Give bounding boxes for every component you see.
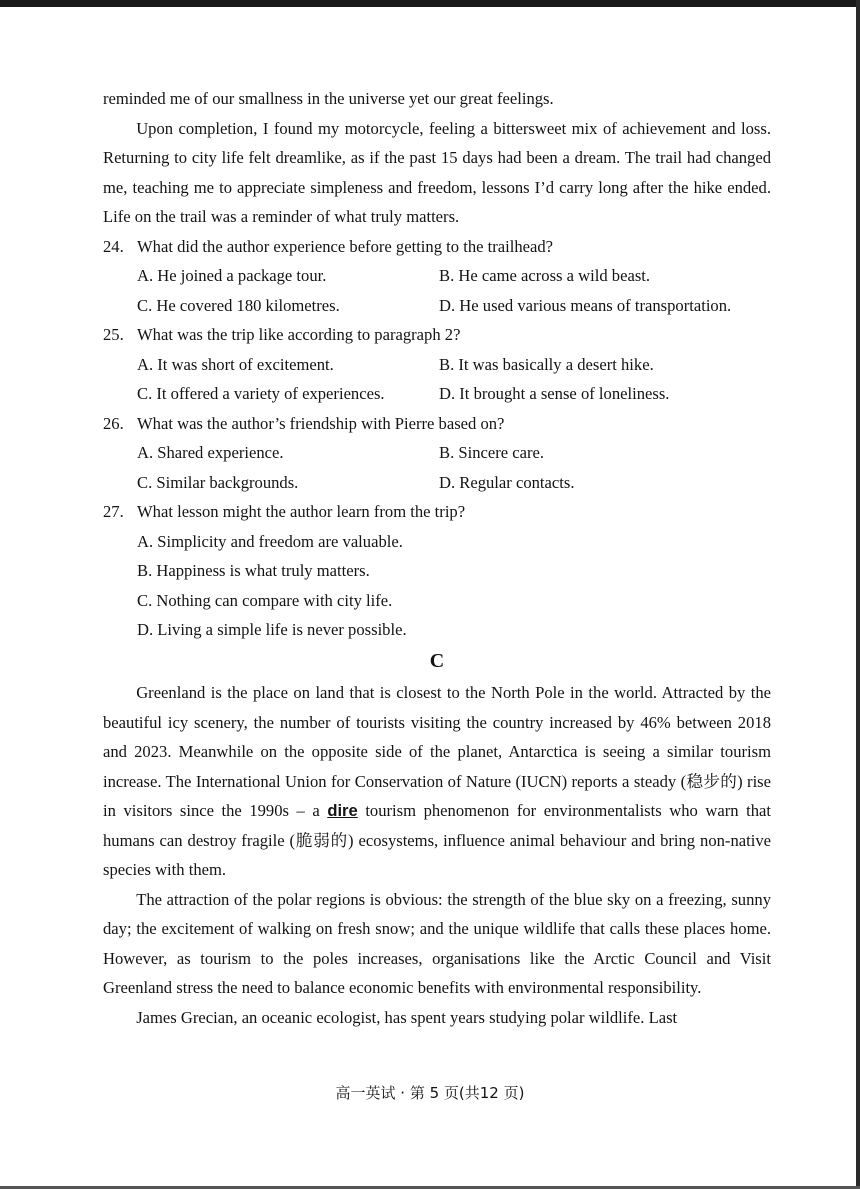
option-b: B. Happiness is what truly matters. (137, 561, 370, 580)
scan-edge-top (0, 0, 860, 7)
page-footer: 高一英试 · 第 5 页(共12 页) (335, 1084, 525, 1102)
question-number: 27. (103, 502, 124, 521)
passage-c-paragraph-1 (103, 678, 771, 885)
option-c: C. Nothing can compare with city life. (137, 590, 393, 610)
question-number: 24. (103, 236, 124, 256)
question-stem (103, 232, 771, 262)
option-a: A. Simplicity and freedom are valuable. (137, 531, 403, 551)
options-row (103, 291, 771, 321)
passage-c-paragraph-2: The attraction of the polar regions is obvious: the strength of the blue sky on a freezing, sunny day; the excitement of walking on fresh snow; and the unique wildlife that calls these places home. However, as tourism to the poles increases, organisations like the Arctic Council and Visit Greenland stress the need to balance economic benefits with environmental responsibility. (103, 889, 771, 997)
passage-b-final-paragraph: Upon completion, I found my motorcycle, feeling a bittersweet mix of achievement and loss. Returning to city life felt dreamlike, as if the past 15 days had been a dream. The trail had changed me, teaching me to appreciate simpleness and freedom, lessons I’d carry long after the hike ended. Life on the trail was a reminder of what truly matters. (103, 118, 771, 226)
question-24 (103, 232, 771, 321)
options-row (103, 350, 771, 380)
option-b: B. Sincere care. (439, 443, 545, 462)
passage-c-paragraph-3: James Grecian, an oceanic ecologist, has spent years studying polar wildlife. Last (136, 1007, 678, 1027)
option-a: A. He joined a package tour. (137, 266, 327, 285)
passage-b-last-line: reminded me of our smallness in the universe yet our great feelings. (103, 89, 554, 108)
question-26 (103, 409, 771, 498)
options-row (103, 379, 771, 409)
option-c: C. He covered 180 kilometres. (137, 295, 340, 315)
paragraph-text: tourism phenomenon for environmentalists who warn that humans can destroy fragile (脆弱的) ecosystems, influence animal behaviour and bring non-native species with them. (103, 801, 771, 879)
question-stem (103, 497, 771, 527)
option-b: B. It was basically a desert hike. (439, 354, 654, 374)
question-25 (103, 320, 771, 409)
underlined-word: dire (327, 801, 358, 820)
options-row (103, 438, 771, 468)
question-number: 26. (103, 413, 124, 433)
option-a: A. It was short of excitement. (137, 354, 334, 374)
option-d: D. He used various means of transportation. (439, 295, 732, 315)
question-text: What lesson might the author learn from the trip? (137, 502, 466, 521)
option-d: D. Living a simple life is never possible. (137, 620, 407, 639)
option-c: C. It offered a variety of experiences. (137, 384, 385, 403)
scan-edge-right (856, 0, 860, 1189)
question-27 (103, 497, 771, 645)
question-number: 25. (103, 325, 124, 344)
option-d: D. It brought a sense of loneliness. (439, 384, 670, 403)
options-row (103, 261, 771, 291)
option-c: C. Similar backgrounds. (137, 472, 299, 492)
section-heading-c: C (429, 649, 445, 672)
option-a: A. Shared experience. (137, 443, 284, 462)
question-stem (103, 409, 771, 439)
paragraph-text: Greenland is the place on land that is closest to the North Pole in the world. Attracted by the beautiful icy scenery, the number of tourists visiting the country increased by 46% between 2018 and 2023. Meanwhile on the opposite side of the planet, Antarctica is seeing a similar tourism increase. The International Union for Conservation of Nature (IUCN) reports a steady (稳步的) rise in visitors since the 1990s – a (103, 683, 771, 820)
question-text: What was the author’s friendship with Pierre based on? (137, 413, 505, 433)
question-text: What was the trip like according to paragraph 2? (137, 325, 461, 344)
option-d: D. Regular contacts. (439, 472, 575, 492)
question-stem (103, 320, 771, 350)
options-row (103, 468, 771, 498)
question-text: What did the author experience before getting to the trailhead? (137, 236, 554, 256)
option-b: B. He came across a wild beast. (439, 266, 651, 285)
exam-page-body (103, 84, 771, 1032)
